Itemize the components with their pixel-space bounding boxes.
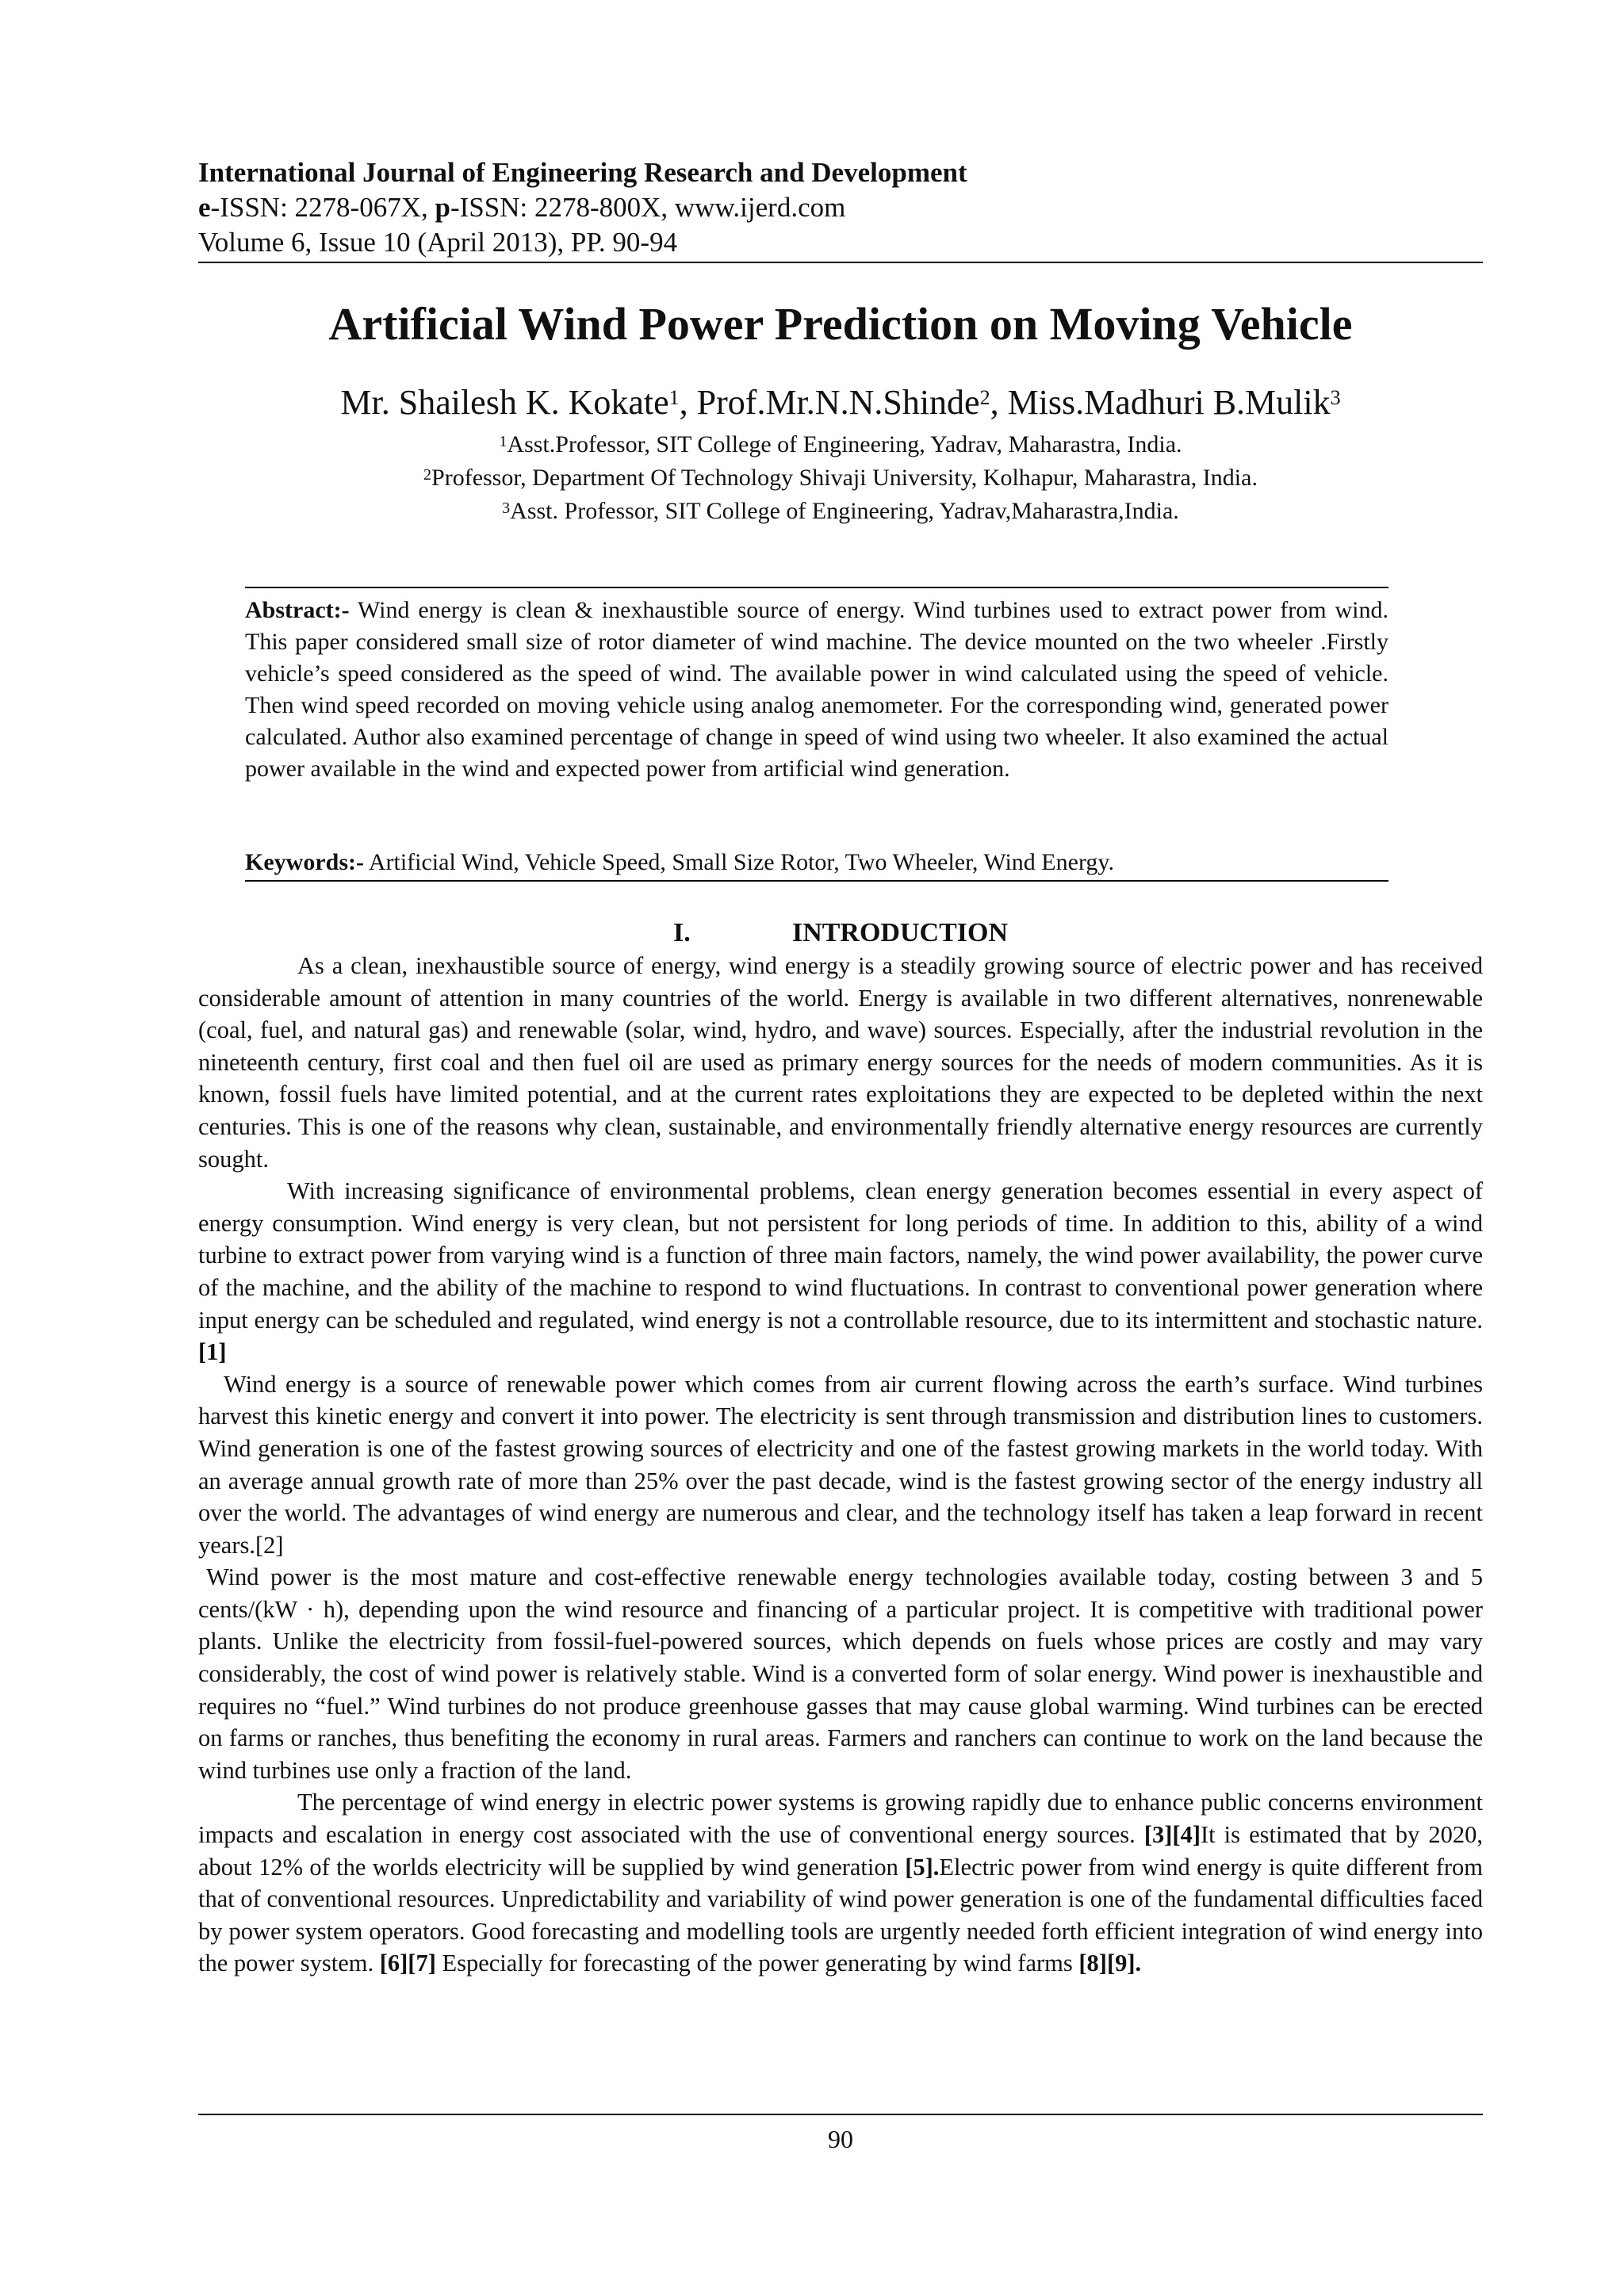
author-superscript: 3 [1330, 386, 1341, 409]
keywords-label: Keywords:- [245, 849, 364, 875]
paragraph: As a clean, inexhaustible source of energy, wind energy is a steadily growing source of electric power and has received considerable amount of attention in many countries of the world. Energy is available in two different alternatives, nonrenewable (coal, fuel, and natural gas) and renewable (solar, wind, hydro, and wave) sources. Especially, after the industrial revolution in the nineteenth century, first coal and then fuel oil are used as primary energy sources for the needs of modern communities. As it is known, fossil fuels have limited potential, and at the current rates exploitations they are expected to be depleted within the next centuries. This is one of the reasons why clean, sustainable, and environmentally friendly alternative energy resources are currently sought. [198, 952, 1483, 1173]
paper-title: Artificial Wind Power Prediction on Moving Vehicle [328, 298, 1353, 350]
section-heading [198, 916, 1483, 950]
header-divider [198, 262, 1483, 263]
author-list [198, 381, 1483, 425]
citation: [8][9]. [1078, 1950, 1142, 1977]
paragraph [198, 1175, 1483, 1368]
paragraph: Wind energy is a source of renewable power which comes from air current flowing across the earth’s surface. Wind turbines harvest this kinetic energy and convert it into power. The electricity is sent through transmission and distribution lines to customers. Wind generation is one of the fastest growing sources of electricity and one of the fastest growing markets in the world today. With an average annual growth rate of more than 25% over the past decade, wind is the fastest growing sector of the energy industry all over the world. The advantages of wind energy are numerous and clear, and the technology itself has taken a leap forward in recent years.[2] [198, 1370, 1483, 1559]
abstract-label: Abstract:- [245, 597, 350, 623]
introduction-body [198, 950, 1483, 1980]
affiliation-item [198, 461, 1483, 495]
author-name: Miss.Madhuri B.Mulik [1007, 383, 1331, 422]
paragraph: Wind power is the most mature and cost-effective renewable energy technologies available today, costing between 3 and 5 cents/(kW · h), depending upon the wind resource and financing of a particular project. It is competitive with traditional power plants. Unlike the electricity from fossil-fuel-powered sources, which depends on fuels whose prices are costly and may vary considerably, the cost of wind power is relatively stable. Wind is a converted form of solar energy. Wind power is inexhaustible and requires no “fuel.” Wind turbines do not produce greenhouse gasses that may cause global warming. Wind turbines can be erected on farms or ranches, thus benefiting the economy in rural areas. Farmers and ranchers can continue to work on the land because the wind turbines use only a fraction of the land. [198, 1563, 1483, 1784]
author-name: Prof.Mr.N.N.Shinde [696, 383, 980, 422]
affiliation-superscript: 1 [499, 433, 508, 450]
abstract [245, 595, 1388, 785]
affiliation-superscript: 3 [502, 499, 511, 517]
issn-p-text: -ISSN: 2278-800X, www.ijerd.com [450, 192, 846, 223]
issn-e-label: e [198, 192, 211, 223]
journal-header [198, 155, 1483, 260]
affiliation-text: Professor, Department Of Technology Shivaji University, Kolhapur, Maharastra, India. [431, 465, 1258, 491]
affiliation-superscript: 2 [423, 466, 432, 484]
author-name: Mr. Shailesh K. Kokate [340, 383, 669, 422]
issn-e-text: -ISSN: 2278-067X, [210, 192, 435, 223]
keywords-text: Artificial Wind, Vehicle Speed, Small Size Rotor, Two Wheeler, Wind Energy. [363, 849, 1114, 875]
footer-divider [198, 2114, 1483, 2115]
abstract-text: Wind energy is clean & inexhaustible source of energy. Wind turbines used to extract power from wind. This paper considered small size of rotor diameter of wind machine. The device mounted on the two wheeler .Firstly vehicle’s speed considered as the speed of wind. The available power in wind calculated using the speed of vehicle. Then wind speed recorded on moving vehicle using analog anemometer. For the corresponding wind, generated power calculated. Author also examined percentage of change in speed of wind using two wheeler. It also examined the actual power available in the wind and expected power from artificial wind generation. [245, 597, 1388, 782]
issn-line [198, 190, 1483, 225]
issn-p-label: p [435, 192, 450, 223]
citation: [5]. [905, 1853, 940, 1881]
author-separator: , [679, 383, 697, 422]
paragraph-text: The percentage of wind energy in electric power systems is growing rapidly due to enhance public concerns environment impacts and escalation in energy cost associated with the use of conventional energy sources. [198, 1789, 1483, 1849]
paragraph-text: It is estimated that by 2020, about 12% of the worlds electricity will be supplied by wind generation [198, 1821, 1483, 1881]
affiliation-item [198, 428, 1483, 461]
citation: [3][4] [1143, 1821, 1201, 1849]
author-separator: , [990, 383, 1008, 422]
page-number: 90 [828, 2125, 853, 2153]
affiliation-item [198, 495, 1483, 528]
abstract-top-divider [245, 587, 1388, 588]
citation: [6][7] [379, 1950, 436, 1977]
paragraph [198, 1786, 1483, 1980]
paragraph-text: Electric power from wind energy is quite different from that of conventional resources. Unpredictability and variability of wind power generation is one of the fundamental difficulties faced by power system operators. Good forecasting and modelling tools are urgently needed forth efficient integration of wind energy into the power system. [198, 1853, 1483, 1977]
volume-line: Volume 6, Issue 10 (April 2013), PP. 90-94 [198, 227, 678, 258]
affiliation-text: Asst. Professor, SIT College of Engineering, Yadrav,Maharastra,India. [510, 498, 1179, 524]
author-superscript: 1 [668, 386, 680, 409]
abstract-bottom-divider [245, 880, 1388, 882]
keywords [245, 847, 1388, 878]
affiliation-list [198, 428, 1483, 528]
author-superscript: 2 [979, 386, 990, 409]
section-number: I. [672, 918, 691, 947]
journal-title: International Journal of Engineering Research and Development [198, 157, 967, 188]
section-title: INTRODUCTION [791, 918, 1009, 947]
paragraph-text: With increasing significance of environmental problems, clean energy generation becomes essential in every aspect of energy consumption. Wind energy is very clean, but not persistent for long periods of time. In addition to this, ability of a wind turbine to extract power from varying wind is a function of three main factors, namely, the wind power availability, the power curve of the machine, and the ability of the machine to respond to wind fluctuations. In contrast to conventional power generation where input energy can be scheduled and regulated, wind energy is not a controllable resource, due to its intermittent and stochastic nature. [198, 1177, 1483, 1334]
citation: [1] [198, 1338, 227, 1366]
paragraph-text: Especially for forecasting of the power generating by wind farms [435, 1950, 1079, 1977]
affiliation-text: Asst.Professor, SIT College of Engineering, Yadrav, Maharastra, India. [507, 431, 1182, 457]
